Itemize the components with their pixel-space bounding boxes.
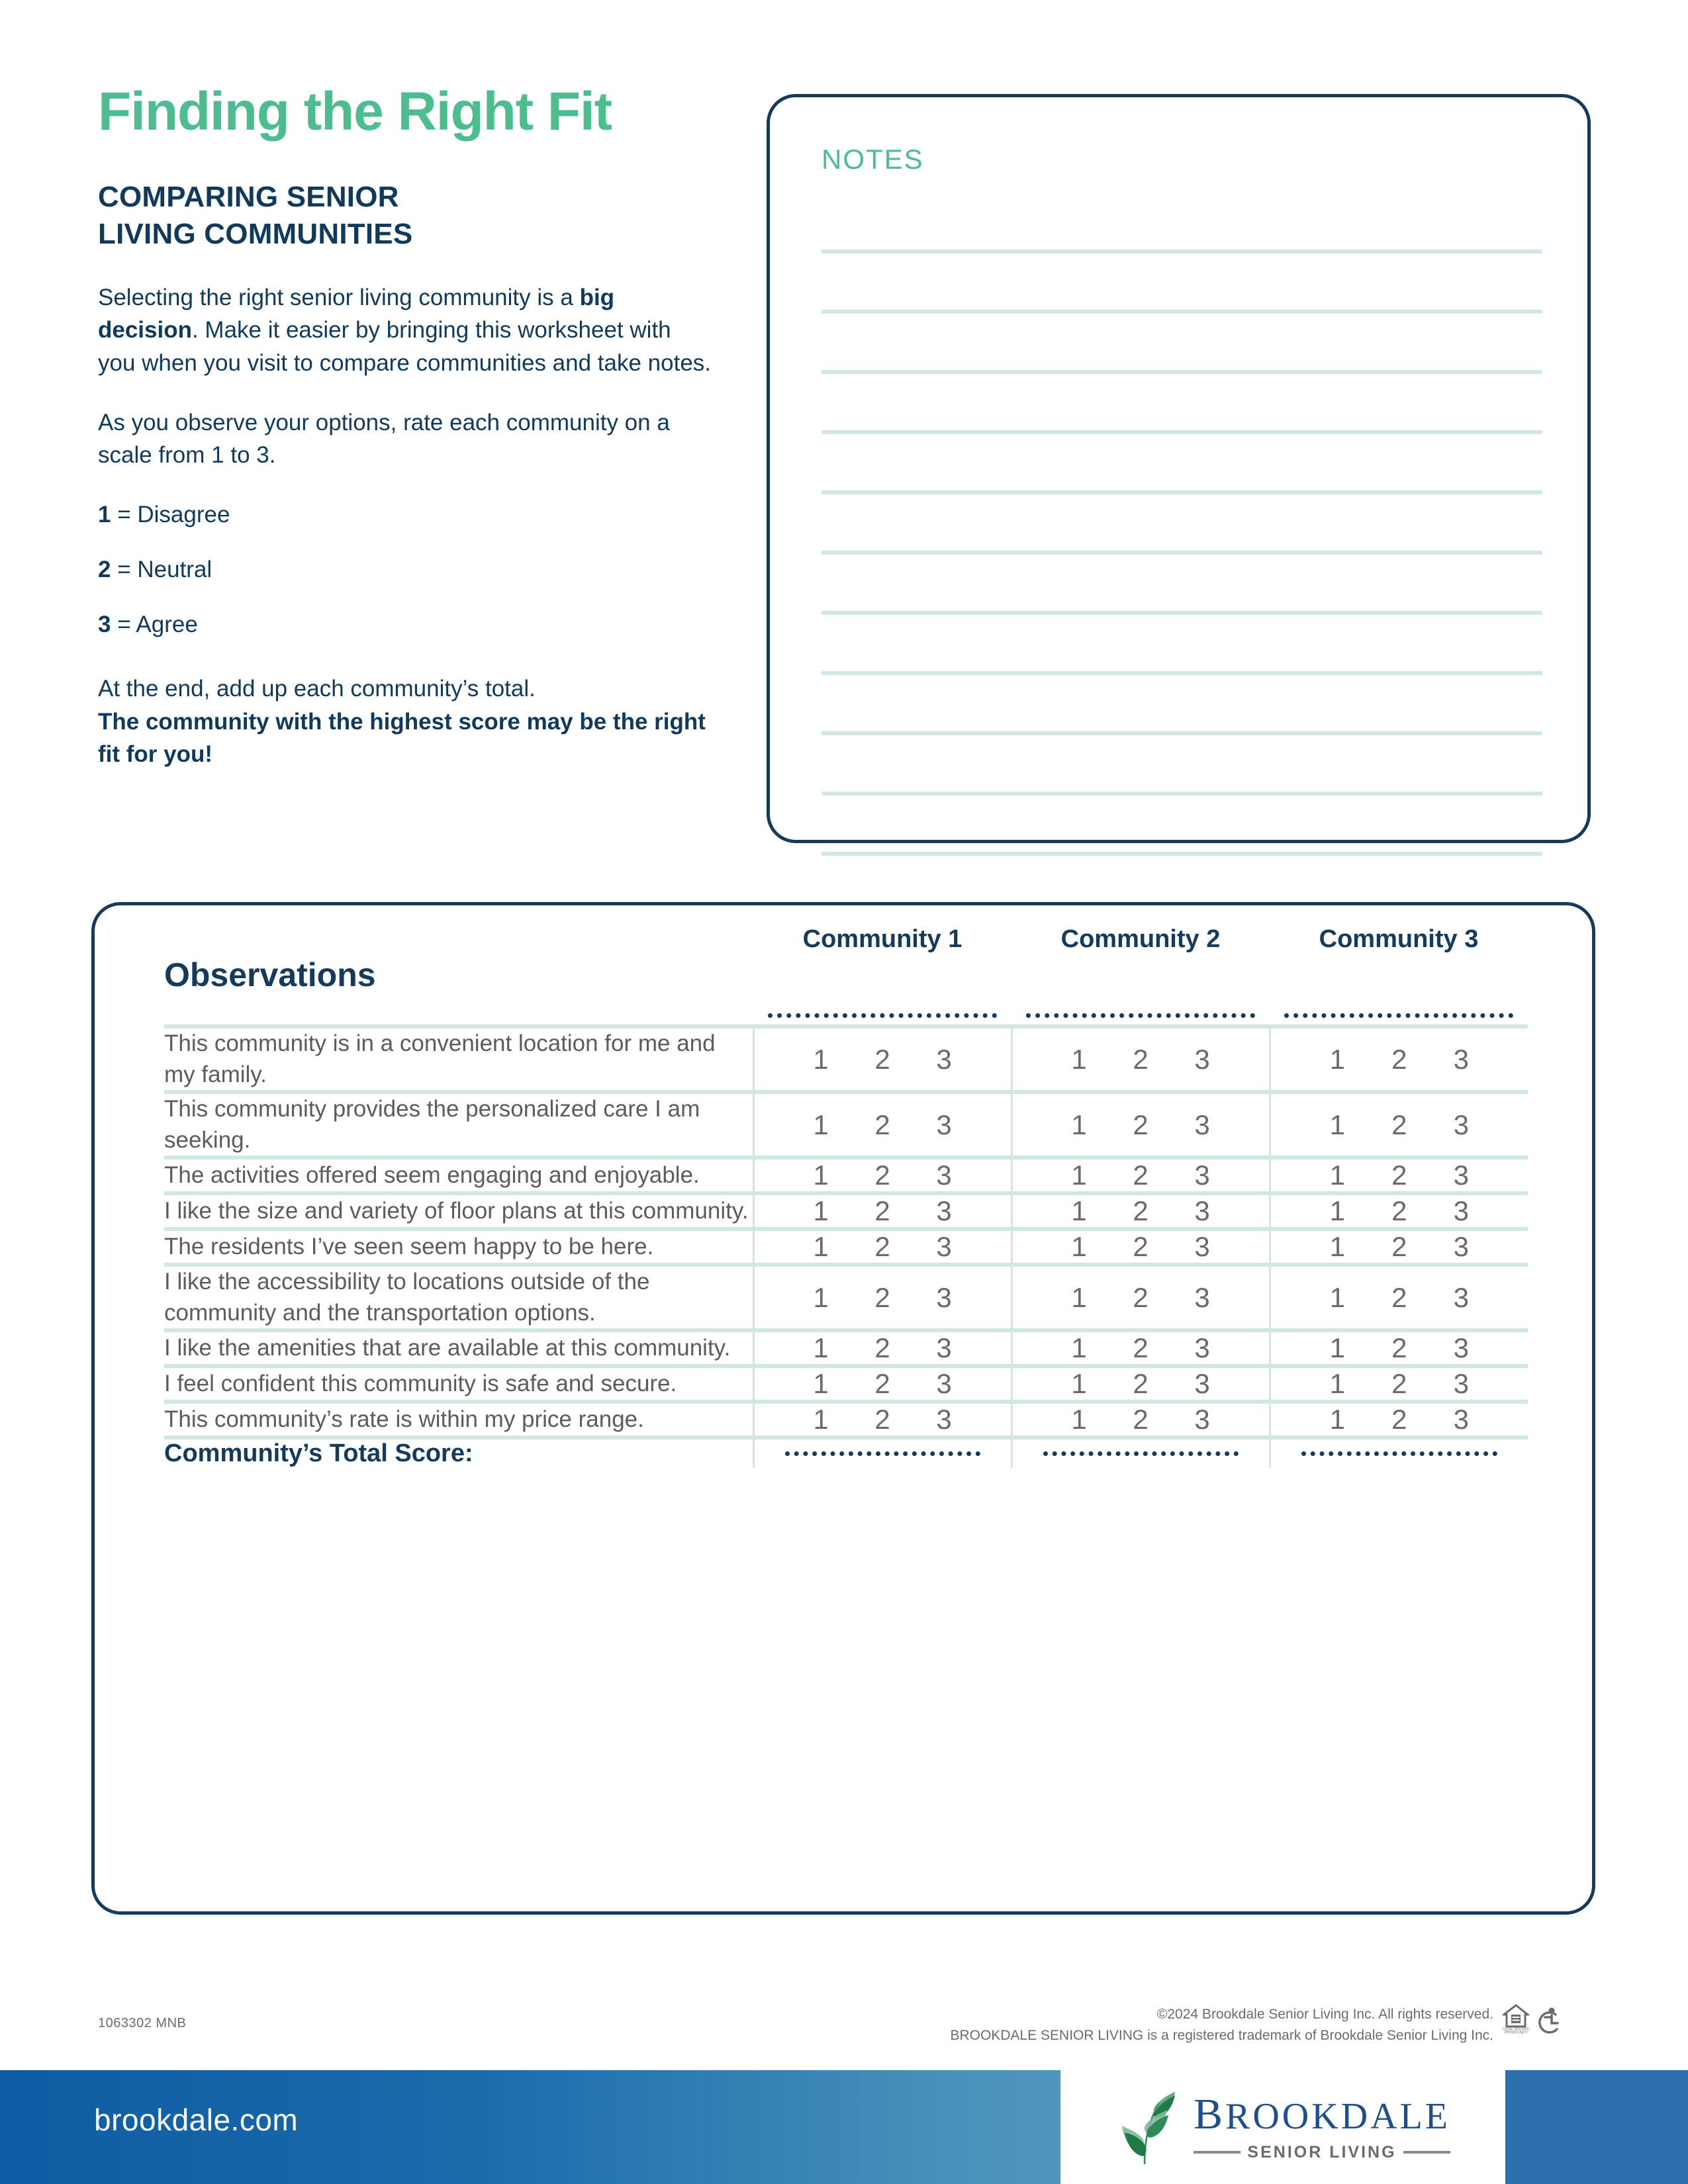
community-2-label: Community 2: [1060, 925, 1221, 953]
scale-item-2: [98, 553, 714, 586]
compliance-icons: [1503, 2004, 1561, 2038]
rating-option-2[interactable]: 2: [874, 1231, 890, 1263]
table-header-row: [164, 925, 1528, 1026]
rating-cell-c1[interactable]: [753, 1229, 1011, 1265]
notes-write-area[interactable]: [821, 250, 1542, 912]
rating-option-3[interactable]: 3: [1194, 1043, 1210, 1075]
intro-p1-before: Selecting the right senior living community is a: [98, 284, 580, 310]
rating-option-2[interactable]: 2: [874, 1109, 890, 1140]
rating-option-3[interactable]: 3: [1453, 1231, 1469, 1263]
rating-option-1[interactable]: 1: [1071, 1195, 1087, 1227]
rating-cell-c3[interactable]: [1270, 1265, 1528, 1330]
page-title: Finding the Right Fit: [98, 81, 612, 142]
rating-cell-c2[interactable]: [1011, 1193, 1270, 1229]
rating-option-1[interactable]: 1: [813, 1332, 829, 1364]
rating-option-2[interactable]: 2: [1133, 1404, 1149, 1435]
total-score-blank-c3[interactable]: [1270, 1437, 1528, 1468]
rating-option-1[interactable]: 1: [1071, 1368, 1087, 1400]
rating-option-2[interactable]: 2: [1391, 1231, 1407, 1263]
observations-header: Observations: [164, 956, 376, 993]
subtitle-line-2: LIVING COMMUNITIES: [98, 218, 413, 251]
rating-option-1[interactable]: 1: [1329, 1195, 1345, 1227]
website-url[interactable]: brookdale.com: [94, 2103, 299, 2137]
rating-option-1[interactable]: 1: [1071, 1231, 1087, 1263]
rating-option-1[interactable]: 1: [813, 1043, 829, 1075]
rating-cell-c3[interactable]: [1270, 1229, 1528, 1265]
observation-text: I like the amenities that are available at this community.: [164, 1330, 753, 1366]
rating-option-3[interactable]: 3: [1453, 1109, 1469, 1140]
rating-option-1[interactable]: 1: [813, 1195, 829, 1227]
comparison-table: [164, 925, 1528, 1468]
accessibility-icon: [1536, 2005, 1561, 2038]
rating-cell-c2[interactable]: [1011, 1402, 1270, 1437]
table-row: [164, 1265, 1528, 1330]
total-score-label: Community’s Total Score:: [164, 1437, 753, 1468]
rating-option-1[interactable]: 1: [1071, 1043, 1087, 1075]
rating-cell-c2[interactable]: [1011, 1330, 1270, 1366]
table-row: [164, 1026, 1528, 1092]
rating-option-3[interactable]: 3: [936, 1160, 952, 1191]
rating-cell-c3[interactable]: [1270, 1330, 1528, 1366]
rating-option-3[interactable]: 3: [1194, 1332, 1210, 1364]
rating-cell-c3[interactable]: [1270, 1158, 1528, 1193]
total-score-blank-c2[interactable]: [1011, 1437, 1270, 1468]
rating-cell-c2[interactable]: [1011, 1229, 1270, 1265]
logo-initial: B: [1193, 2089, 1226, 2138]
rating-option-3[interactable]: 3: [936, 1368, 952, 1400]
note-line[interactable]: [821, 490, 1542, 494]
rating-cell-c1[interactable]: [753, 1158, 1011, 1193]
community-1-header: [753, 925, 1011, 1026]
rating-option-2[interactable]: 2: [874, 1332, 890, 1364]
rating-option-3[interactable]: 3: [1453, 1404, 1469, 1435]
rating-option-3[interactable]: 3: [936, 1109, 952, 1140]
rating-option-3[interactable]: 3: [936, 1332, 952, 1364]
svg-text:OPPORTUNITY: OPPORTUNITY: [1503, 2030, 1528, 2034]
rating-option-2[interactable]: 2: [1133, 1332, 1149, 1364]
total-score-blank-c1[interactable]: [753, 1437, 1011, 1468]
rating-option-3[interactable]: 3: [936, 1404, 952, 1435]
rating-option-2[interactable]: 2: [1391, 1368, 1407, 1400]
rating-option-2[interactable]: 2: [1391, 1404, 1407, 1435]
rating-cell-c2[interactable]: [1011, 1158, 1270, 1193]
notes-panel[interactable]: [767, 94, 1591, 843]
rating-option-1[interactable]: 1: [1071, 1281, 1087, 1313]
community-2-header: [1011, 925, 1270, 1026]
rating-option-1[interactable]: 1: [813, 1368, 829, 1400]
observation-text: This community’s rate is within my price range.: [164, 1402, 753, 1437]
rating-option-1[interactable]: 1: [1329, 1043, 1345, 1075]
rating-option-3[interactable]: 3: [1194, 1404, 1210, 1435]
page-subtitle: [98, 179, 714, 253]
rating-cell-c3[interactable]: [1270, 1092, 1528, 1158]
scale-item-3: [98, 608, 714, 641]
rating-cell-c1[interactable]: [753, 1265, 1011, 1330]
community-3-header: [1270, 925, 1528, 1026]
comparison-table-panel: [91, 902, 1595, 1915]
intro-p1-after: . Make it easier by bringing this worksheet with you when you visit to compare communities and take notes.: [98, 317, 712, 376]
logo-rule-left: [1194, 2151, 1241, 2154]
rating-cell-c3[interactable]: [1270, 1402, 1528, 1437]
rating-cell-c1[interactable]: [753, 1026, 1011, 1092]
table-row: [164, 1229, 1528, 1265]
rating-option-2[interactable]: 2: [1391, 1332, 1407, 1364]
rating-option-2[interactable]: 2: [1133, 1281, 1149, 1313]
observation-text: This community provides the personalized care I am seeking.: [164, 1092, 753, 1158]
rating-option-2[interactable]: 2: [1391, 1195, 1407, 1227]
note-line[interactable]: [821, 310, 1542, 314]
note-line[interactable]: [821, 611, 1542, 615]
note-line[interactable]: [821, 250, 1542, 253]
rating-option-3[interactable]: 3: [1194, 1195, 1210, 1227]
rating-option-2[interactable]: 2: [1133, 1368, 1149, 1400]
closing-line: At the end, add up each community’s total.: [98, 676, 536, 702]
leaf-icon: [1115, 2086, 1179, 2169]
intro-p1-bold: big decision: [98, 284, 615, 343]
rating-option-2[interactable]: 2: [1133, 1109, 1149, 1140]
scale-number-2: 2: [98, 557, 111, 583]
rating-option-1[interactable]: 1: [1329, 1109, 1345, 1140]
equal-housing-icon: [1503, 2004, 1529, 2038]
community-1-label: Community 1: [802, 925, 962, 953]
rating-option-1[interactable]: 1: [813, 1404, 829, 1435]
rating-option-3[interactable]: 3: [936, 1043, 952, 1075]
copyright-line: ©2024 Brookdale Senior Living Inc. All rights reserved.: [1156, 2007, 1493, 2022]
footer-bar-right-block: [1505, 2070, 1688, 2184]
rating-option-2[interactable]: 2: [1133, 1043, 1149, 1075]
rating-option-3[interactable]: 3: [1453, 1195, 1469, 1227]
rating-option-2[interactable]: 2: [874, 1160, 890, 1191]
logo-rest: ROOKDALE: [1225, 2095, 1450, 2137]
scale-number-3: 3: [98, 612, 111, 638]
rating-cell-c1[interactable]: [753, 1092, 1011, 1158]
note-line[interactable]: [821, 671, 1542, 675]
rating-option-3[interactable]: 3: [1453, 1160, 1469, 1191]
table-row: [164, 1092, 1528, 1158]
rating-option-1[interactable]: 1: [1329, 1160, 1345, 1191]
scale-label-2: = Neutral: [111, 557, 212, 583]
table-row: [164, 1330, 1528, 1366]
logo-wordmark: [1193, 2089, 1450, 2162]
observation-text: This community is in a convenient location for me and my family.: [164, 1026, 753, 1092]
rating-option-1[interactable]: 1: [1329, 1231, 1345, 1263]
logo-rule-right: [1403, 2151, 1450, 2154]
rating-option-3[interactable]: 3: [1453, 1332, 1469, 1364]
svg-text:EQUAL HOUSING: EQUAL HOUSING: [1503, 2027, 1529, 2032]
rating-cell-c2[interactable]: [1011, 1265, 1270, 1330]
rating-option-3[interactable]: 3: [1453, 1043, 1469, 1075]
table-row: [164, 1366, 1528, 1402]
scale-label-1: = Disagree: [111, 502, 230, 528]
rating-option-1[interactable]: 1: [1071, 1109, 1087, 1140]
rating-option-3[interactable]: 3: [1194, 1368, 1210, 1400]
brookdale-logo: [1060, 2070, 1505, 2184]
rating-cell-c2[interactable]: [1011, 1026, 1270, 1092]
rating-option-2[interactable]: 2: [874, 1195, 890, 1227]
note-line[interactable]: [821, 430, 1542, 434]
rating-cell-c1[interactable]: [753, 1193, 1011, 1229]
total-score-row: [164, 1437, 1528, 1468]
rating-option-3[interactable]: 3: [936, 1231, 952, 1263]
rating-option-3[interactable]: 3: [1194, 1109, 1210, 1140]
rating-cell-c2[interactable]: [1011, 1092, 1270, 1158]
rating-option-2[interactable]: 2: [1391, 1281, 1407, 1313]
table-row: [164, 1193, 1528, 1229]
rating-option-2[interactable]: 2: [1391, 1109, 1407, 1140]
rating-option-2[interactable]: 2: [874, 1043, 890, 1075]
trademark-line: BROOKDALE SENIOR LIVING is a registered trademark of Brookdale Senior Living Inc.: [950, 2027, 1493, 2043]
rating-option-2[interactable]: 2: [1391, 1043, 1407, 1075]
intro-paragraph-1: [98, 281, 714, 380]
observation-text: I feel confident this community is safe and secure.: [164, 1366, 753, 1402]
rating-cell-c3[interactable]: [1270, 1026, 1528, 1092]
logo-tagline-row: [1194, 2143, 1450, 2162]
rating-cell-c3[interactable]: [1270, 1193, 1528, 1229]
rating-option-3[interactable]: 3: [1194, 1231, 1210, 1263]
intro-column: [98, 81, 714, 771]
rating-cell-c1[interactable]: [753, 1366, 1011, 1402]
rating-option-3[interactable]: 3: [1453, 1368, 1469, 1400]
rating-cell-c1[interactable]: [753, 1330, 1011, 1366]
rating-cell-c1[interactable]: [753, 1402, 1011, 1437]
rating-option-1[interactable]: 1: [1071, 1404, 1087, 1435]
rating-option-1[interactable]: 1: [1329, 1281, 1345, 1313]
rating-option-1[interactable]: 1: [1071, 1332, 1087, 1364]
note-line[interactable]: [821, 370, 1542, 374]
note-line[interactable]: [821, 731, 1542, 735]
rating-option-3[interactable]: 3: [1194, 1281, 1210, 1313]
note-line[interactable]: [821, 792, 1542, 796]
intro-paragraph-2: As you observe your options, rate each community on a scale from 1 to 3.: [98, 409, 670, 469]
rating-option-3[interactable]: 3: [1453, 1281, 1469, 1313]
rating-option-2[interactable]: 2: [874, 1404, 890, 1435]
footer-bar: [0, 2070, 1688, 2184]
closing-emphasis: The community with the highest score may be the right fit for you!: [98, 708, 706, 768]
rating-option-2[interactable]: 2: [874, 1368, 890, 1400]
rating-option-1[interactable]: 1: [813, 1281, 829, 1313]
closing-paragraph: [98, 672, 714, 771]
rating-option-1[interactable]: 1: [813, 1160, 829, 1191]
rating-option-3[interactable]: 3: [936, 1195, 952, 1227]
observation-text: The activities offered seem engaging and enjoyable.: [164, 1158, 753, 1193]
rating-option-2[interactable]: 2: [874, 1281, 890, 1313]
scale-number-1: 1: [98, 502, 111, 528]
scale-label-3: = Agree: [111, 612, 198, 638]
rating-option-2[interactable]: 2: [1133, 1195, 1149, 1227]
rating-option-1[interactable]: 1: [813, 1109, 829, 1140]
rating-option-3[interactable]: 3: [1194, 1160, 1210, 1191]
document-code: 1063302 MNB: [98, 2016, 187, 2030]
scale-item-1: [98, 498, 714, 531]
rating-cell-c3[interactable]: [1270, 1366, 1528, 1402]
rating-option-2[interactable]: 2: [1133, 1231, 1149, 1263]
community-2-name-blank[interactable]: [1026, 1013, 1255, 1018]
observation-text: I like the accessibility to locations outside of the community and the transportation options.: [164, 1265, 753, 1330]
note-line[interactable]: [821, 551, 1542, 555]
community-1-name-blank[interactable]: [768, 1013, 997, 1018]
community-3-label: Community 3: [1319, 925, 1479, 953]
rating-option-3[interactable]: 3: [936, 1281, 952, 1313]
rating-cell-c2[interactable]: [1011, 1366, 1270, 1402]
note-line[interactable]: [821, 852, 1542, 856]
rating-option-2[interactable]: 2: [1391, 1160, 1407, 1191]
rating-option-1[interactable]: 1: [1071, 1160, 1087, 1191]
subtitle-line-1: COMPARING SENIOR: [98, 181, 399, 213]
logo-brookdale-text: [1193, 2089, 1450, 2138]
table-row: [164, 1402, 1528, 1437]
legal-text: [950, 2004, 1493, 2046]
rating-option-1[interactable]: 1: [813, 1231, 829, 1263]
rating-option-1[interactable]: 1: [1329, 1404, 1345, 1435]
observation-text: I like the size and variety of floor plans at this community.: [164, 1193, 753, 1229]
observation-text: The residents I’ve seen seem happy to be here.: [164, 1229, 753, 1265]
rating-option-2[interactable]: 2: [1133, 1160, 1149, 1191]
rating-option-1[interactable]: 1: [1329, 1368, 1345, 1400]
rating-option-1[interactable]: 1: [1329, 1332, 1345, 1364]
notes-label: NOTES: [821, 144, 924, 175]
logo-tagline: SENIOR LIVING: [1247, 2142, 1397, 2161]
community-3-name-blank[interactable]: [1284, 1013, 1513, 1018]
table-row: [164, 1158, 1528, 1193]
